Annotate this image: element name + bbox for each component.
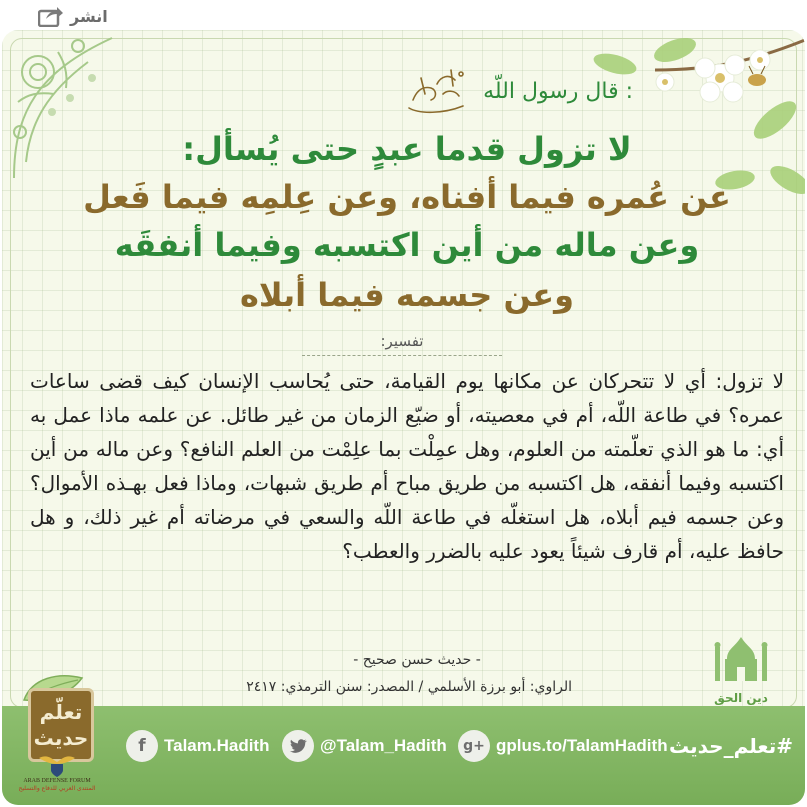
logo-box bbox=[28, 688, 94, 762]
arab-defense-forum-watermark bbox=[2, 752, 112, 804]
salawat-calligraphy-icon bbox=[403, 64, 469, 118]
twitter-handle: @Talam_Hadith bbox=[320, 736, 447, 755]
logo-line-1: تعلّم bbox=[39, 700, 83, 724]
hadith-line-4: وعن جسمه فيما أبلاه bbox=[239, 276, 575, 314]
emblem-label: دين الحق bbox=[714, 691, 768, 705]
google-plus-icon: g+ bbox=[458, 730, 490, 762]
watermark-subtext: المنتدى العربي للدفاع والتسليح bbox=[18, 785, 96, 792]
hadith-line-2: عن عُمره فيما أفناه، وعن عِلمِه فيما فَعل bbox=[83, 178, 731, 216]
share-label: انشر bbox=[70, 6, 108, 26]
share-bar bbox=[0, 0, 807, 30]
facebook-link[interactable] bbox=[126, 730, 269, 762]
hadith-card bbox=[2, 30, 805, 805]
share-icon bbox=[38, 5, 64, 27]
hadith-line-3: وعن ماله من أين اكتسبه وفيما أنفقَه bbox=[114, 226, 700, 264]
intro-text: قال رسول اللّه : bbox=[483, 78, 633, 104]
facebook-icon: f bbox=[126, 730, 158, 762]
twitter-icon bbox=[282, 730, 314, 762]
tafsir-body: لا تزول: أي لا تتحركان عن مكانها يوم القيامة، حتى يُحاسب الإنسان كيف قضى ساعات عمره؟ في طاعة اللّه، أم في معصيته، أو ضيّع الزمان من غير طائل. عن علمه ماذا عمل به أي: ما هو الذي تعلّمته من العلوم، وهل عمِلْت بما علِمْت من العلم النافع؟ وعن ماله من أين اكتسبه وفيما أنفقه، هل اكتسبه من طريق مباح أم طريق شبهات، وماذا فعل بهـذه الأموال؟ وعن جسمه فيم أبلاه، هل استغلّه في طاعة اللّه والسعي في مرضاته أم غير ذلك، و هل حافظ عليه، أم قارف شيئاً يعود عليه بالضرر والعطب؟ bbox=[30, 369, 784, 563]
footer-band bbox=[2, 706, 805, 805]
share-button[interactable] bbox=[38, 3, 108, 29]
google-plus-url: gplus.to/TalamHadith bbox=[496, 736, 668, 755]
hadith-grading: - حديث حسن صحيح - bbox=[353, 652, 481, 668]
watermark-text: ARAB DEFENSE FORUM bbox=[23, 778, 91, 784]
facebook-handle: Talam.Hadith bbox=[164, 736, 270, 755]
deen-alhaq-emblem bbox=[711, 633, 771, 705]
tafsir-heading: تفسير: bbox=[380, 332, 424, 350]
divider bbox=[302, 355, 502, 356]
narrator-source: الراوي: أبو برزة الأسلمي / المصدر: سنن الترمذي: ٢٤١٧ bbox=[246, 679, 572, 695]
hadith-line-1: لا تزول قدما عبدٍ حتى يُسأل: bbox=[182, 130, 632, 168]
twitter-link[interactable] bbox=[282, 730, 447, 762]
eagle-shield-logo-icon bbox=[37, 752, 77, 778]
logo-line-2: حديث bbox=[33, 726, 89, 750]
google-plus-link[interactable] bbox=[458, 730, 668, 762]
hashtag[interactable]: #تعلم_حديث bbox=[668, 734, 793, 758]
hadith-intro bbox=[273, 64, 633, 118]
